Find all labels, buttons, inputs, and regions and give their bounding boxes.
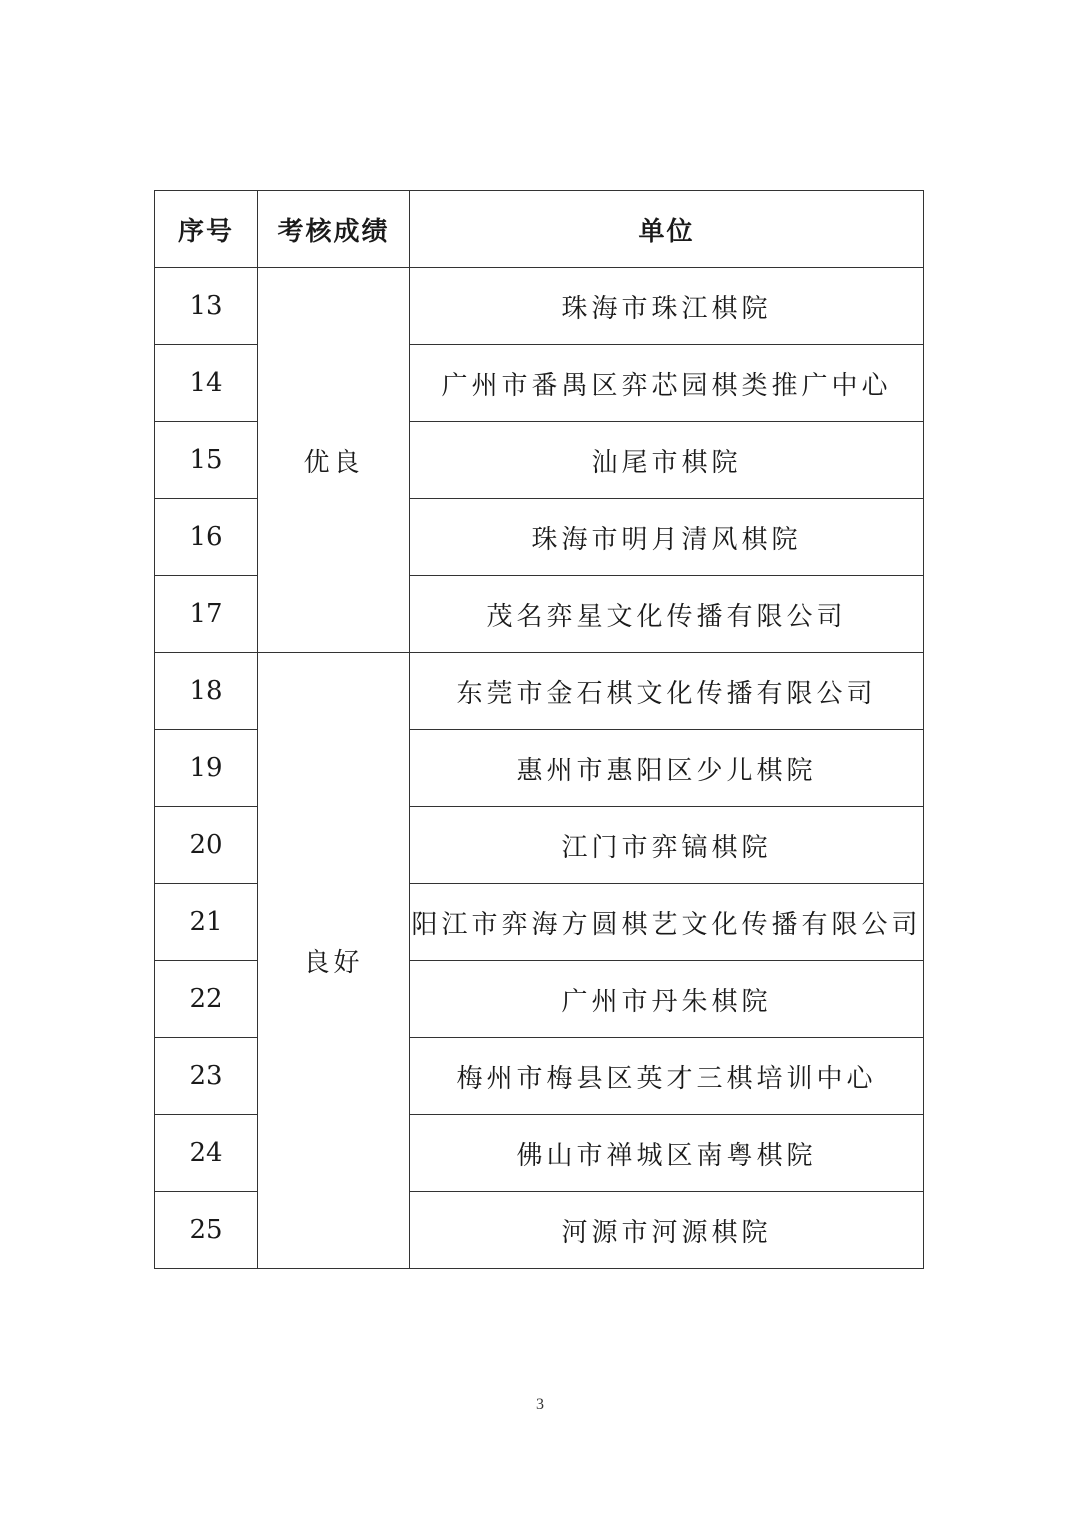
page-number: 3	[536, 1396, 544, 1413]
seq-cell: 19	[155, 730, 258, 807]
table-row	[155, 653, 924, 730]
header-unit: 单位	[410, 191, 924, 268]
unit-cell: 广州市番禺区弈芯园棋类推广中心	[410, 345, 924, 422]
unit-cell: 茂名弈星文化传播有限公司	[410, 576, 924, 653]
grade-cell-excellent: 优良	[258, 268, 410, 653]
unit-cell: 阳江市弈海方圆棋艺文化传播有限公司	[410, 884, 924, 961]
unit-cell: 河源市河源棋院	[410, 1192, 924, 1269]
unit-cell: 广州市丹朱棋院	[410, 961, 924, 1038]
seq-cell: 17	[155, 576, 258, 653]
seq-cell: 18	[155, 653, 258, 730]
seq-cell: 24	[155, 1115, 258, 1192]
header-grade: 考核成绩	[258, 191, 410, 268]
seq-cell: 15	[155, 422, 258, 499]
seq-cell: 20	[155, 807, 258, 884]
seq-cell: 22	[155, 961, 258, 1038]
unit-cell: 惠州市惠阳区少儿棋院	[410, 730, 924, 807]
seq-cell: 25	[155, 1192, 258, 1269]
seq-cell: 13	[155, 268, 258, 345]
unit-cell: 珠海市明月清风棋院	[410, 499, 924, 576]
seq-cell: 21	[155, 884, 258, 961]
grade-cell-good: 良好	[258, 653, 410, 1269]
unit-cell: 佛山市禅城区南粤棋院	[410, 1115, 924, 1192]
table-row	[155, 268, 924, 345]
seq-cell: 16	[155, 499, 258, 576]
header-seq: 序号	[155, 191, 258, 268]
unit-cell: 江门市弈镐棋院	[410, 807, 924, 884]
unit-cell: 珠海市珠江棋院	[410, 268, 924, 345]
unit-cell: 东莞市金石棋文化传播有限公司	[410, 653, 924, 730]
seq-cell: 23	[155, 1038, 258, 1115]
table-header-row	[155, 191, 924, 268]
unit-cell: 汕尾市棋院	[410, 422, 924, 499]
seq-cell: 14	[155, 345, 258, 422]
units-table	[154, 190, 924, 1269]
unit-cell: 梅州市梅县区英才三棋培训中心	[410, 1038, 924, 1115]
